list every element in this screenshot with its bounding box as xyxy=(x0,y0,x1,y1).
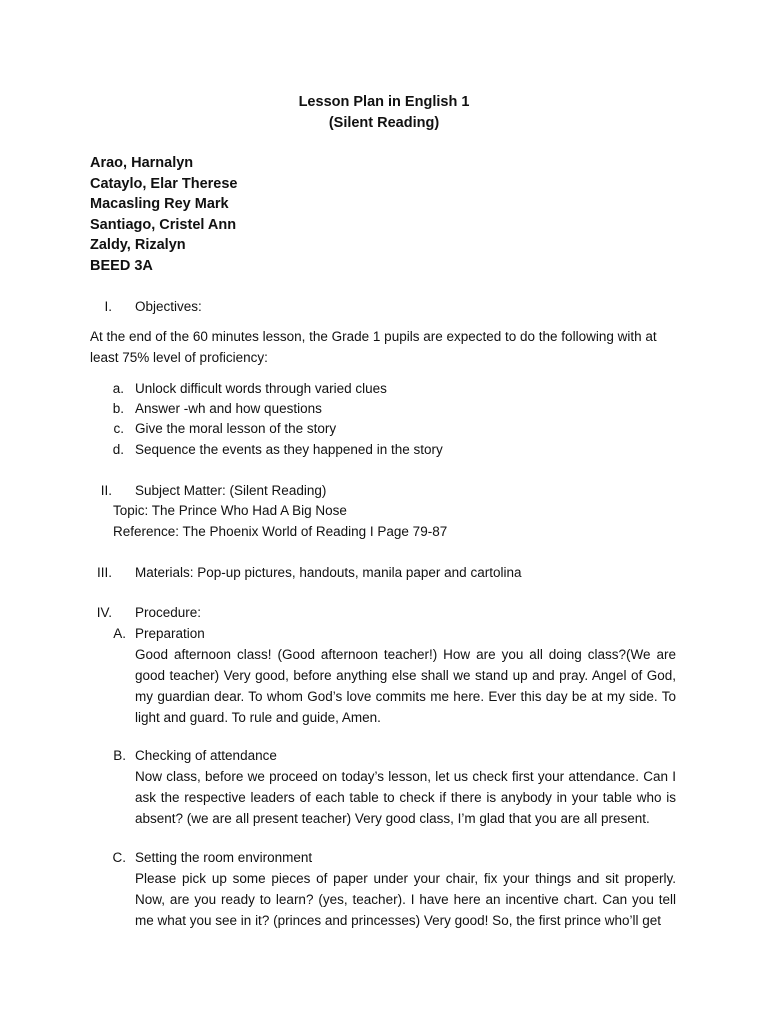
section-numeral: III. xyxy=(96,565,112,580)
section-numeral: II. xyxy=(100,483,112,498)
objective-letter: d. xyxy=(112,442,124,457)
objective-item: Unlock difficult words through varied clues xyxy=(135,381,387,396)
objectives-intro-line: At the end of the 60 minutes lesson, the Grade 1 pupils are expected to do the following with at xyxy=(90,329,657,344)
objectives-intro-line: least 75% level of proficiency: xyxy=(90,350,268,365)
reference-line: Reference: The Phoenix World of Reading I Page 79-87 xyxy=(113,524,448,539)
step-body-attendance: Now class, before we proceed on today’s lesson, let us check first your attendance. Can I ask the respective leaders of each table to check if there is anybody in your table who is absent? (we are all present teacher) Very good class, I’m glad that you are all present. xyxy=(135,769,676,826)
class-section: BEED 3A xyxy=(90,258,153,274)
step-title-room-environment: Setting the room environment xyxy=(135,850,313,865)
step-body-room-environment: Please pick up some pieces of paper under your chair, fix your things and sit properly. Now, are you ready to learn? (yes, teacher). I have here an incentive chart. Can you tell me what you see in it? (princes and princesses) Very good! So, the first prince who’ll get xyxy=(135,871,676,928)
step-title-preparation: Preparation xyxy=(135,626,205,641)
step-letter: C. xyxy=(112,850,126,865)
section-heading-subject-matter: Subject Matter: (Silent Reading) xyxy=(135,483,327,498)
step-body-preparation: Good afternoon class! (Good afternoon teacher!) How are you all doing class?(We are good teacher) Very good, before anything else shall we stand up and pray. Angel of God, my guardian dear. To whom God’s love commits me here. Ever this day be at my side. To light and guard. To rule and guide, Amen. xyxy=(135,647,676,725)
objective-item: Sequence the events as they happened in the story xyxy=(135,442,443,457)
author-name: Santiago, Cristel Ann xyxy=(90,217,237,233)
step-letter: B. xyxy=(113,748,126,763)
author-name: Cataylo, Elar Therese xyxy=(90,176,238,192)
objective-letter: a. xyxy=(112,381,124,396)
section-heading-objectives: Objectives: xyxy=(135,299,202,314)
document-title: Lesson Plan in English 1 xyxy=(298,94,470,110)
document-subtitle: (Silent Reading) xyxy=(328,115,440,131)
section-heading-procedure: Procedure: xyxy=(135,605,202,620)
objective-letter: b. xyxy=(112,401,124,416)
section-heading-materials: Materials: Pop-up pictures, handouts, manila paper and cartolina xyxy=(135,565,522,580)
objective-item: Give the moral lesson of the story xyxy=(135,421,337,436)
step-letter: A. xyxy=(113,626,126,641)
objective-letter: c. xyxy=(113,421,124,436)
section-numeral: IV. xyxy=(96,605,112,620)
author-name: Zaldy, Rizalyn xyxy=(90,237,186,253)
section-numeral: I. xyxy=(104,299,112,314)
topic-line: Topic: The Prince Who Had A Big Nose xyxy=(113,503,347,518)
objective-item: Answer -wh and how questions xyxy=(135,401,322,416)
step-title-attendance: Checking of attendance xyxy=(135,748,277,763)
author-name: Macasling Rey Mark xyxy=(90,196,229,212)
author-name: Arao, Harnalyn xyxy=(90,155,194,171)
